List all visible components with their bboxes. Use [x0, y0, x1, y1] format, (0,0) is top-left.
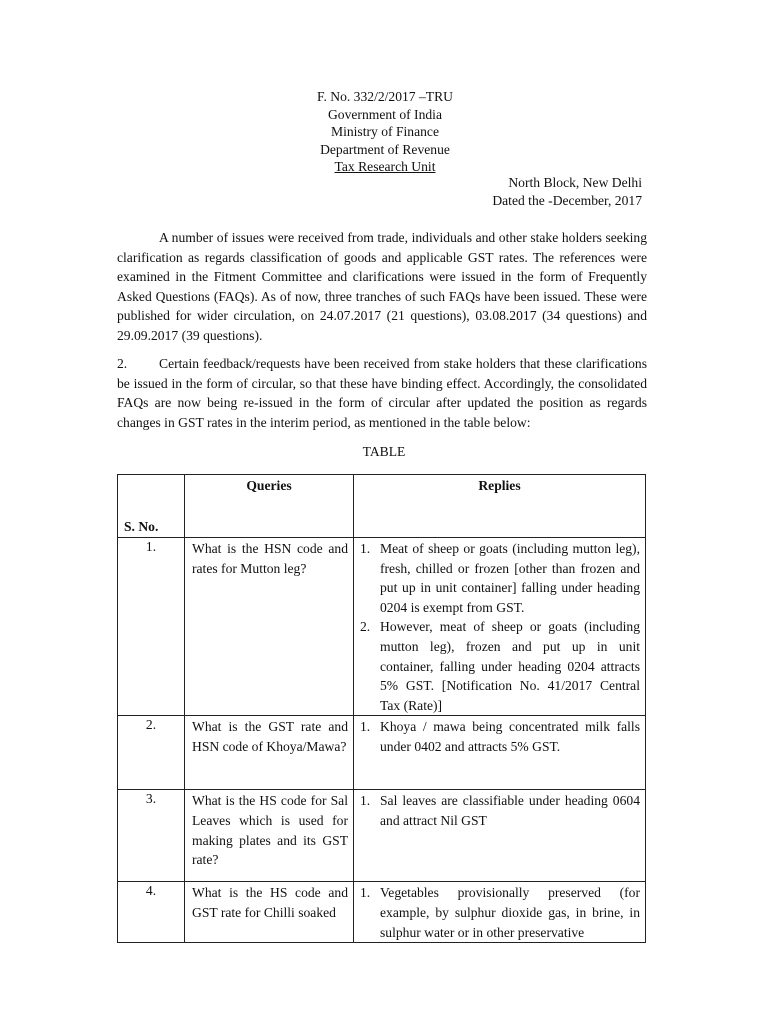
paragraph-2: [117, 354, 647, 432]
reply-item: [360, 539, 640, 617]
location: North Block, New Delhi: [508, 175, 642, 190]
file-number: F. No. 332/2/2017 –TRU: [317, 89, 453, 104]
row-sno: 1.: [118, 538, 185, 716]
reply-item: [360, 717, 640, 756]
row-query: What is the GST rate and HSN code of Khoya/Mawa?: [185, 716, 354, 790]
table-row: [118, 716, 646, 790]
reply-number: 1.: [360, 793, 371, 809]
ministry-name: Ministry of Finance: [331, 124, 439, 140]
row-sno: 3.: [118, 790, 185, 882]
row-replies: [354, 882, 646, 943]
date-line: Dated the -December, 2017: [492, 193, 642, 208]
table-header-row: [118, 475, 646, 538]
reply-item: [360, 883, 640, 942]
table-row: [118, 538, 646, 716]
letter-header: [270, 88, 500, 176]
paragraph-1-text: A number of issues were received from trade, individuals and other stake holders seeking clarification as regards classification of goods and applicable GST rates. The references were examined in the Fitment Committee and clarifications were issued in the form of Frequently Asked Questions (FAQs). As of now, three tranches of such FAQs have been issued. These were published for wider circulation, on 24.07.2017 (21 questions), 03.08.2017 (34 questions) and 29.09.2017 (39 questions).: [117, 230, 647, 343]
row-sno: 2.: [118, 716, 185, 790]
reply-text: Khoya / mawa being concentrated milk falls under 0402 and attracts 5% GST.: [380, 719, 640, 754]
reply-item: [360, 617, 640, 715]
table-row: [118, 882, 646, 943]
row-replies: [354, 538, 646, 716]
unit-name: Tax Research Unit: [334, 159, 436, 175]
header-sno: S. No.: [118, 475, 185, 538]
table-caption: TABLE: [362, 444, 406, 459]
place-and-date: [492, 174, 642, 210]
reply-text: However, meat of sheep or goats (including mutton leg), frozen and put up in unit container, falling under heading 0204 attracts 5% GST. [Notification No. 41/2017 Central Tax (Rate)]: [380, 619, 640, 713]
row-replies: [354, 716, 646, 790]
row-query: What is the HSN code and rates for Mutton leg?: [185, 538, 354, 716]
row-query: What is the HS code for Sal Leaves which is used for making plates and its GST rate?: [185, 790, 354, 882]
reply-number: 2.: [360, 619, 371, 635]
header-replies: Replies: [354, 475, 646, 538]
reply-number: 1.: [360, 719, 371, 735]
department-name: Department of Revenue: [320, 141, 450, 157]
reply-number: 1.: [360, 541, 371, 556]
row-replies: [354, 790, 646, 882]
reply-text: Sal leaves are classifiable under heading 0604 and attract Nil GST: [380, 793, 640, 828]
paragraph-1: [117, 228, 647, 346]
paragraph-2-text: Certain feedback/requests have been received from stake holders that these clarifications be issued in the form of circular, so that these have binding effect. Accordingly, the consolidated FAQs are now being re-issued in the form of circular after updated the position as regards changes in GST rates in the interim period, as mentioned in the table below:: [117, 356, 647, 430]
faq-table: [117, 474, 646, 943]
reply-text: Meat of sheep or goats (including mutton leg), fresh, chilled or frozen [other than frozen and put up in unit container] falling under heading 0204 is exempt from GST.: [380, 541, 640, 615]
reply-item: [360, 791, 640, 830]
table-row: [118, 790, 646, 882]
reply-text: Vegetables provisionally preserved (for example, by sulphur dioxide gas, in brine, in sulphur water or in other preservative: [380, 885, 640, 940]
paragraph-2-number: 2.: [117, 356, 128, 371]
government-name: Government of India: [327, 106, 442, 122]
header-queries: Queries: [185, 475, 354, 538]
reply-number: 1.: [360, 885, 371, 901]
row-sno: 4.: [118, 882, 185, 943]
row-query: What is the HS code and GST rate for Chilli soaked: [185, 882, 354, 943]
